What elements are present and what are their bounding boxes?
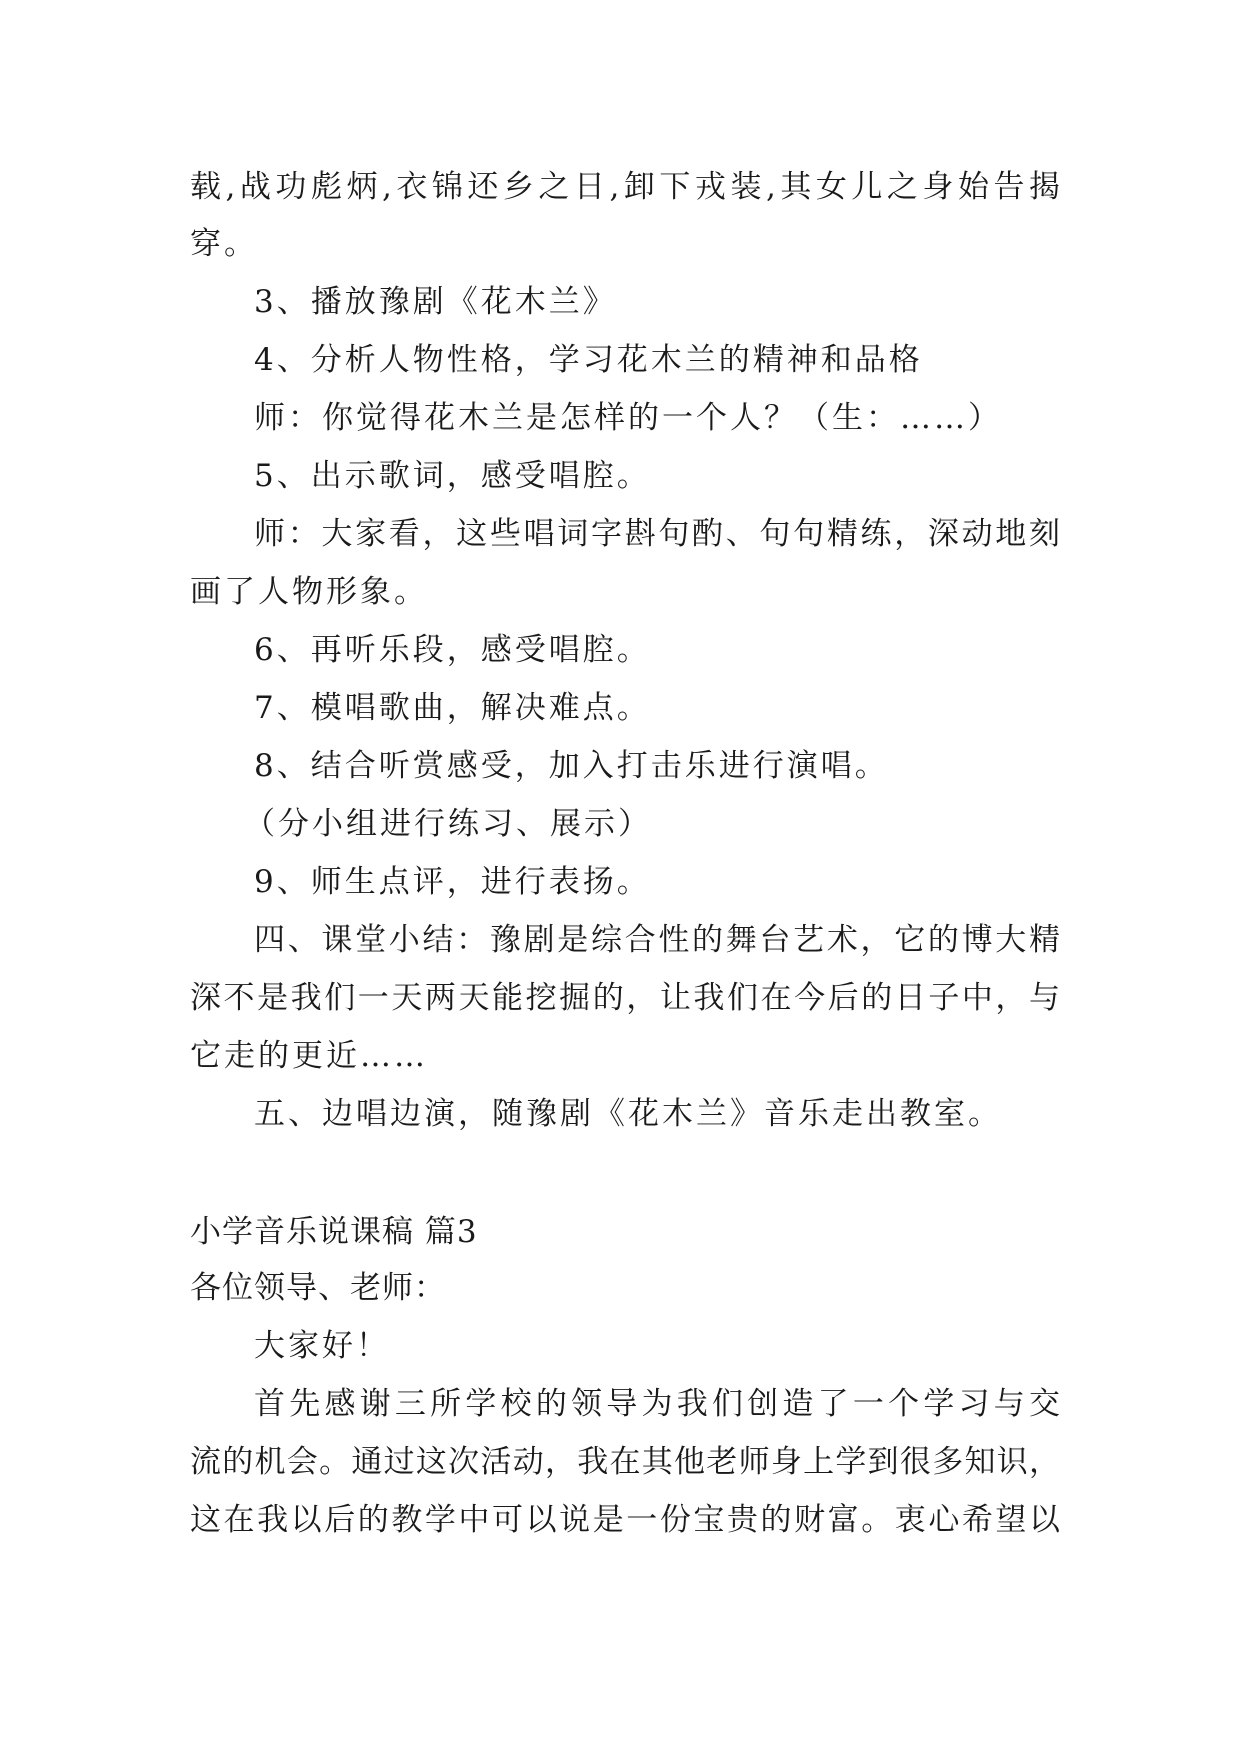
list-item: 7、模唱歌曲，解决难点。 xyxy=(254,690,651,726)
list-item: 9、师生点评，进行表扬。 xyxy=(254,864,651,900)
paragraph-line: 师：你觉得花木兰是怎样的一个人？（生：……） xyxy=(254,400,1002,436)
paragraph-line: （分小组进行练习、展示） xyxy=(244,806,652,842)
paragraph-line: 它走的更近…… xyxy=(190,1038,428,1074)
paragraph-line: 四、课堂小结：豫剧是综合性的舞台艺术，它的博大精 xyxy=(254,922,1060,958)
greeting: 大家好！ xyxy=(254,1328,390,1364)
list-item: 8、结合听赏感受，加入打击乐进行演唱。 xyxy=(254,748,889,784)
salutation: 各位领导、老师： xyxy=(190,1270,446,1306)
section-heading: 小学音乐说课稿 篇3 xyxy=(190,1214,478,1250)
paragraph-line: 五、边唱边演，随豫剧《花木兰》音乐走出教室。 xyxy=(254,1096,1002,1132)
list-item: 5、出示歌词，感受唱腔。 xyxy=(254,458,651,494)
paragraph-line: 首先感谢三所学校的领导为我们创造了一个学习与交 xyxy=(254,1386,1060,1422)
list-item: 4、分析人物性格，学习花木兰的精神和品格 xyxy=(254,342,923,378)
paragraph-line: 画了人物形象。 xyxy=(190,574,428,610)
paragraph-line: 师：大家看，这些唱词字斟句酌、句句精练，深动地刻 xyxy=(254,516,1060,552)
list-item: 3、播放豫剧《花木兰》 xyxy=(254,284,617,320)
list-item: 6、再听乐段，感受唱腔。 xyxy=(254,632,651,668)
paragraph-line: 深不是我们一天两天能挖掘的，让我们在今后的日子中，与 xyxy=(190,980,1060,1016)
paragraph-line: 载,战功彪炳,衣锦还乡之日,卸下戎装,其女儿之身始告揭 xyxy=(190,169,1060,205)
paragraph-line: 这在我以后的教学中可以说是一份宝贵的财富。衷心希望以 xyxy=(190,1502,1060,1538)
paragraph-line: 穿。 xyxy=(190,226,258,262)
paragraph-line: 流的机会。通过这次活动，我在其他老师身上学到很多知识， xyxy=(190,1444,1060,1480)
